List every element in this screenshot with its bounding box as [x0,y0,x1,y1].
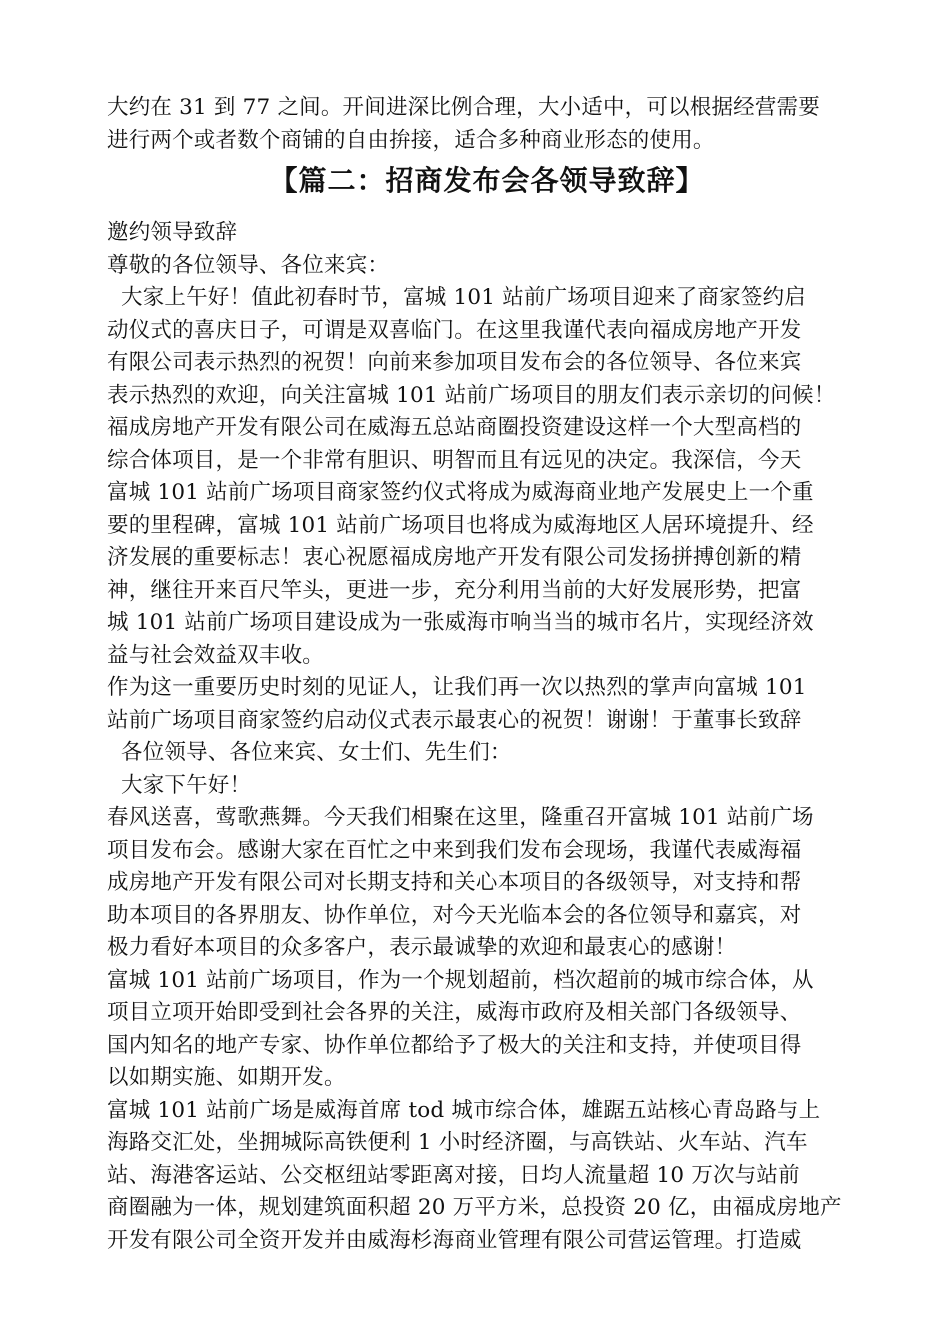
paragraph-line: 作为这一重要历史时刻的见证人，让我们再一次以热烈的掌声向富城 101 [107,675,807,700]
paragraph-line: 济发展的重要标志！衷心祝愿福成房地产开发有限公司发扬拼搏创新的精 [107,545,802,570]
paragraph-line: 商圈融为一体，规划建筑面积超 20 万平方米，总投资 20 亿，由福成房地产 [107,1195,842,1220]
paragraph-line: 站、海港客运站、公交枢纽站零距离对接，日均人流量超 10 万次与站前 [107,1162,800,1188]
document-page [107,92,867,1257]
paragraph-line: 动仪式的喜庆日子，可谓是双喜临门。在这里我谨代表向福成房地产开发 [107,317,802,343]
paragraph-line: 邀约领导致辞 [107,220,238,245]
section-title: 【篇二：招商发布会各领导致辞】 [269,164,705,197]
paragraph-line: 福成房地产开发有限公司在威海五总站商圈投资建设这样一个大型高档的 [107,415,802,440]
paragraph-line: 站前广场项目商家签约启动仪式表示最衷心的祝贺！谢谢！于董事长致辞 [107,707,802,733]
paragraph-line: 各位领导、各位来宾、女士们、先生们： [121,740,512,765]
paragraph-line: 大家下午好！ [121,772,252,798]
paragraph-line: 开发有限公司全资开发并由威海杉海商业管理有限公司营运管理。打造威 [107,1227,802,1253]
paragraph-line: 项目立项开始即受到社会各界的关注，威海市政府及相关部门各级领导、 [107,1000,802,1025]
paragraph-line: 春风送喜，莺歌燕舞。今天我们相聚在这里，隆重召开富城 101 站前广场 [107,805,814,830]
paragraph-line: 神，继往开来百尺竿头，更进一步，充分利用当前的大好发展形势，把富 [107,577,802,603]
paragraph-line: 综合体项目，是一个非常有胆识、明智而且有远见的决定。我深信，今天 [107,447,802,473]
paragraph-line: 富城 101 站前广场是威海首席 tod 城市综合体，雄踞五站核心青岛路与上 [107,1097,821,1123]
paragraph-line: 国内知名的地产专家、协作单位都给予了极大的关注和支持，并使项目得 [107,1032,802,1058]
paragraph-line: 益与社会效益双丰收。 [107,642,325,668]
paragraph-line: 大约在 31 到 77 之间。开间进深比例合理，大小适中，可以根据经营需要 [107,95,820,120]
paragraph-line: 要的里程碑，富城 101 站前广场项目也将成为威海地区人居环境提升、经 [107,512,814,538]
paragraph-line: 尊敬的各位领导、各位来宾： [107,252,390,278]
paragraph-line: 进行两个或者数个商铺的自由拚接，适合多种商业形态的使用。 [107,127,715,153]
paragraph-line: 以如期实施、如期开发。 [107,1065,346,1090]
paragraph-line: 成房地产开发有限公司对长期支持和关心本项目的各级领导，对支持和帮 [107,870,802,895]
document-body [107,217,867,1257]
paragraph-line: 表示热烈的欢迎，向关注富城 101 站前广场项目的朋友们表示亲切的问候！ [107,382,836,408]
paragraph-line: 城 101 站前广场项目建设成为一张威海市响当当的城市名片，实现经济效 [107,610,814,635]
paragraph-line: 富城 101 站前广场项目，作为一个规划超前，档次超前的城市综合体，从 [107,967,814,993]
paragraph-line: 富城 101 站前广场项目商家签约仪式将成为威海商业地产发展史上一个重 [107,480,814,505]
paragraph-line: 极力看好本项目的众多客户，表示最诚挚的欢迎和最衷心的感谢！ [107,935,737,960]
paragraph-line: 海路交汇处，坐拥城际高铁便利 1 小时经济圈，与高铁站、火车站、汽车 [107,1130,808,1155]
paragraph-line: 有限公司表示热烈的祝贺！向前来参加项目发布会的各位领导、各位来宾 [107,350,802,375]
paragraph-line: 项目发布会。感谢大家在百忙之中来到我们发布会现场，我谨代表威海福 [107,837,802,863]
paragraph-line: 助本项目的各界朋友、协作单位，对今天光临本会的各位领导和嘉宾，对 [107,902,802,928]
paragraph-line: 大家上午好！值此初春时节，富城 101 站前广场项目迎来了商家签约启 [121,285,807,310]
